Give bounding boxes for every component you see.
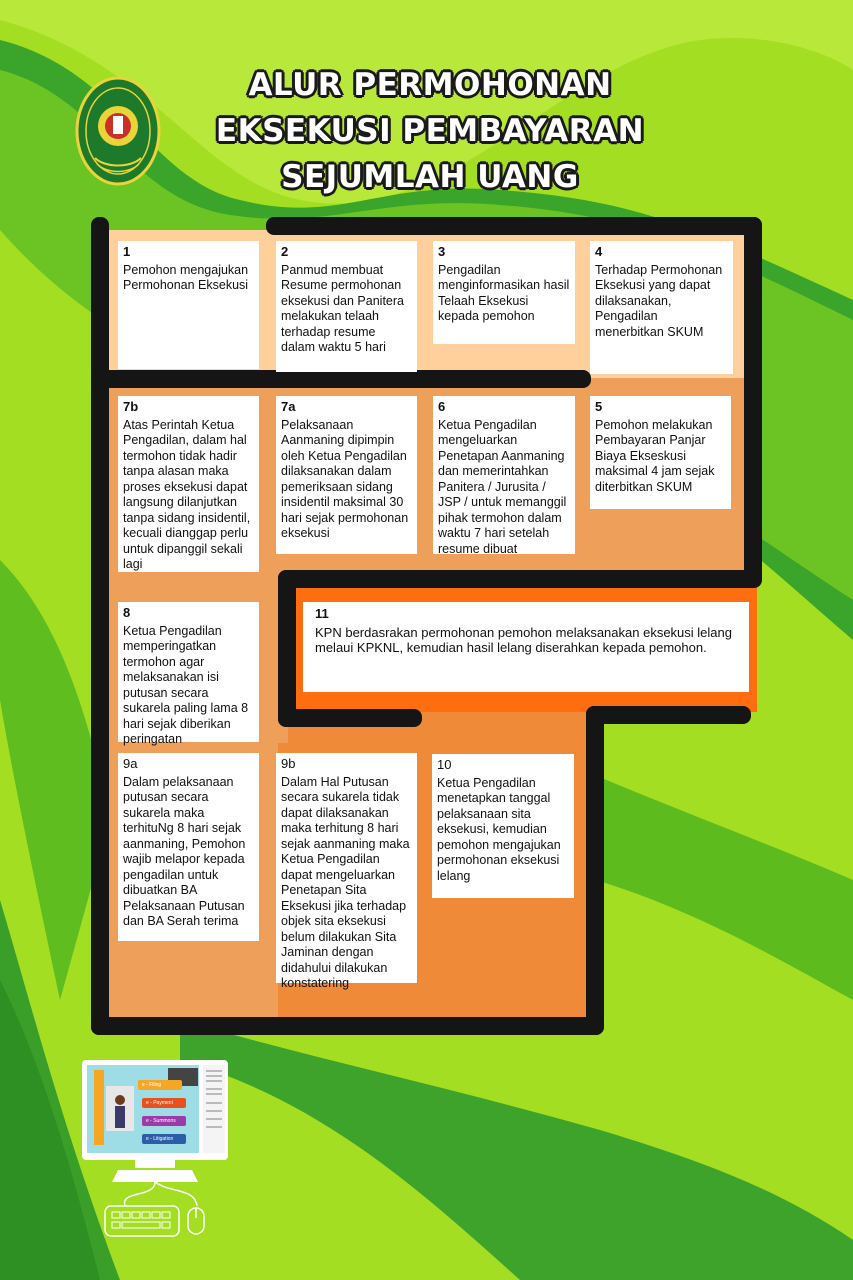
step-1 bbox=[118, 241, 259, 369]
step-7b bbox=[118, 396, 259, 572]
step-text: Dalam Hal Putusan secara sukarela tidak dapat dilaksanakan maka terhitung 8 hari sejak aanmaning maka Ketua Pengadilan dapat mengeluarkan Penetapan Sita Eksekusi jika terhadap objek sita eksekusi belum dilakukan Sita Jaminan dengan didahului dilakukan konstatering bbox=[281, 774, 410, 990]
frame-top bbox=[266, 217, 762, 235]
frame-row3-divider bbox=[278, 709, 422, 727]
step-9b bbox=[276, 753, 417, 990]
step-number: 1 bbox=[123, 244, 131, 259]
illustration-label-efiling: e - Filing bbox=[142, 1082, 162, 1088]
illustration-label-elitigation: e - Litigation bbox=[146, 1136, 174, 1142]
title-line-1: ALUR PERMOHONAN bbox=[248, 67, 612, 103]
step-text: Pemohon mengajukan Permohonan Eksekusi bbox=[123, 262, 249, 292]
step-number: 2 bbox=[281, 244, 289, 259]
step-number: 9b bbox=[281, 756, 296, 771]
computer-illustration bbox=[80, 1058, 230, 1243]
step-5 bbox=[590, 396, 731, 509]
step-text: Ketua Pengadilan mengeluarkan Penetapan Aanmaning dan memerintahkan Panitera / Jurusita / JSP / untuk memanggil pihak termohon dalam waktu 7 hari setelah resume dibuat bbox=[438, 417, 567, 556]
step-10 bbox=[432, 754, 574, 898]
step-text: Atas Perintah Ketua Pengadilan, dalam hal termohon tidak hadir tanpa alasan maka proses eksekusi dapat langsung dilanjutkan tanpa sidang insidentil, kecuali dianggap perlu untuk dipanggil sekali lagi bbox=[123, 417, 251, 571]
step-11 bbox=[303, 602, 749, 692]
step-number: 6 bbox=[438, 399, 446, 414]
illustration-label-esummons: e - Summons bbox=[146, 1118, 176, 1124]
step-number: 7b bbox=[123, 399, 139, 414]
step-text: Pelaksanaan Aanmaning dipimpin oleh Ketua Pengadilan dilaksanakan dalam pemeriksaan sidang insidentil maksimal 30 hari sejak permohonan eksekusi bbox=[281, 417, 409, 540]
step-number: 5 bbox=[595, 399, 603, 414]
step-text: Panmud membuat Resume permohonan eksekusi dan Panitera melakukan telaah terhadap resume dalam waktu 5 hari bbox=[281, 262, 404, 354]
step-text: Pemohon melakukan Pembayaran Panjar Biaya Ekseskusi maksimal 4 jam sejak diterbitkan SKUM bbox=[595, 417, 715, 494]
step-number: 8 bbox=[123, 605, 131, 620]
step-3 bbox=[433, 241, 575, 344]
step-number: 11 bbox=[315, 606, 329, 621]
step-9a bbox=[118, 753, 259, 941]
frame-bottom bbox=[91, 1017, 604, 1035]
step-text: Terhadap Permohonan Eksekusi yang dapat dilaksanakan, Pengadilan menerbitkan SKUM bbox=[595, 262, 723, 339]
frame-row1-divider bbox=[91, 370, 591, 388]
step-text: Ketua Pengadilan menetapkan tanggal pelaksanaan sita eksekusi, kemudian pemohon mengajukan permohonan eksekusi lelang bbox=[437, 775, 561, 883]
step-number: 3 bbox=[438, 244, 446, 259]
step-2 bbox=[276, 241, 417, 372]
step-text: Dalam pelaksanaan putusan secara sukarela maka terhituNg 8 hari sejak aanmaning, Pemohon wajib melapor kepada pengadilan untuk dibuatkan BA Pelaksanaan Putusan dan BA Serah terima bbox=[123, 774, 246, 928]
step-number: 10 bbox=[437, 757, 452, 772]
poster-title bbox=[190, 62, 670, 200]
court-logo bbox=[75, 76, 161, 186]
step-text: Pengadilan menginformasikan hasil Telaah Eksekusi kepada pemohon bbox=[438, 262, 570, 323]
step-8 bbox=[118, 602, 259, 746]
frame-mid-vertical bbox=[278, 570, 296, 727]
step-4 bbox=[590, 241, 733, 374]
step-number: 7a bbox=[281, 399, 296, 414]
step-6 bbox=[433, 396, 575, 554]
step-text: KPN berdasrakan permohonan pemohon melaksanakan eksekusi lelang melaui KPKNL, kemudian hasil lelang diserahkan kepada pemohon. bbox=[315, 624, 732, 655]
frame-right-lower-top bbox=[586, 706, 751, 724]
step-7a bbox=[276, 396, 417, 554]
title-line-2: EKSEKUSI PEMBAYARAN bbox=[215, 113, 645, 149]
step-number: 4 bbox=[595, 244, 603, 259]
frame-right-upper bbox=[744, 217, 762, 587]
illustration-label-epayment: e - Payment bbox=[146, 1100, 173, 1106]
frame-right-lower bbox=[586, 706, 604, 1035]
frame-row2-divider bbox=[278, 570, 762, 588]
step-text: Ketua Pengadilan memperingatkan termohon agar melaksanakan isi putusan secara sukarela paling lama 8 hari sejak diberikan peringatan bbox=[123, 623, 249, 746]
frame-left bbox=[91, 217, 109, 1035]
title-line-3: SEJUMLAH UANG bbox=[281, 159, 579, 195]
step-number: 9a bbox=[123, 756, 138, 771]
